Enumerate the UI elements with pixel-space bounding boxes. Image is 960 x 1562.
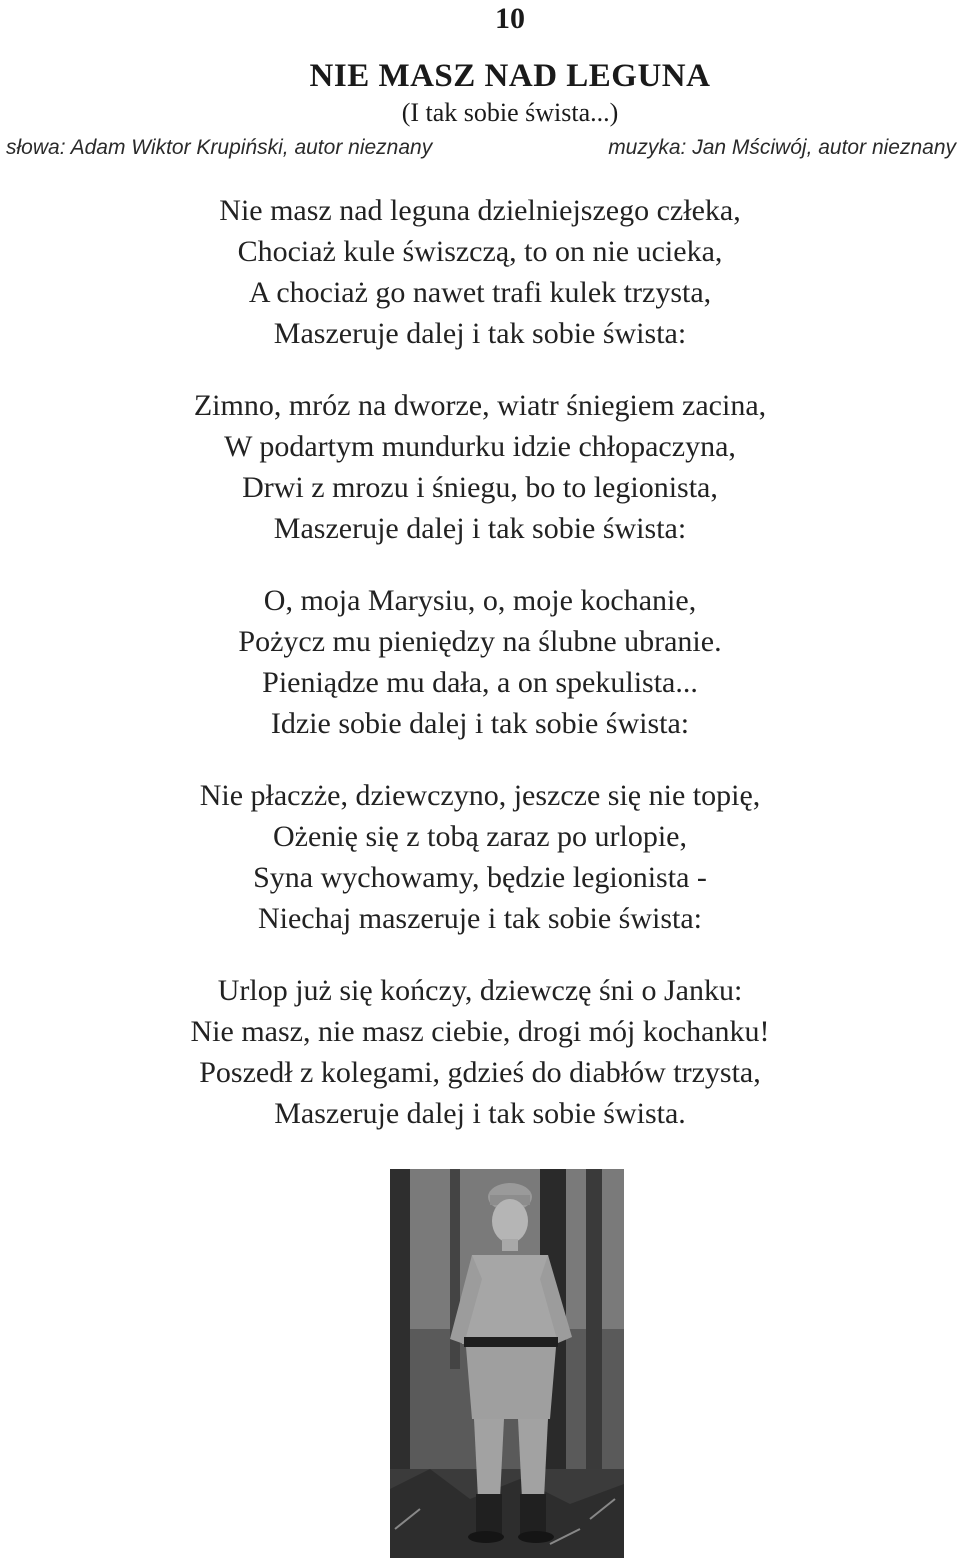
lyric-line: Maszeruje dalej i tak sobie śwista: xyxy=(273,317,687,350)
lyric-line: Maszeruje dalej i tak sobie śwista. xyxy=(274,1097,686,1130)
lyrics-credit: słowa: Adam Wiktor Krupiński, autor nieznany xyxy=(6,136,433,159)
lyric-line: Nie masz nad leguna dzielniejszego człeka, xyxy=(219,194,741,227)
lyric-line: W podartym mundurku idzie chłopaczyna, xyxy=(224,430,736,463)
lyric-line: Poszedł z kolegami, gdzieś do diabłów trzysta, xyxy=(199,1056,761,1089)
lyric-line: Maszeruje dalej i tak sobie śwista: xyxy=(273,512,687,545)
lyric-line: Niechaj maszeruje i tak sobie śwista: xyxy=(257,902,703,935)
song-subtitle: (I tak sobie śwista...) xyxy=(401,98,619,127)
song-title: NIE MASZ NAD LEGUNA xyxy=(309,58,711,94)
stanza xyxy=(0,385,960,549)
lyric-line: Chociaż kule świszczą, to on nie ucieka, xyxy=(237,235,723,268)
lyric-line: Nie masz, nie masz ciebie, drogi mój kochanku! xyxy=(190,1015,770,1048)
soldier-photo-image xyxy=(390,1169,624,1558)
lyric-line: Urlop już się kończy, dziewczę śni o Janku: xyxy=(217,974,743,1007)
music-credit: muzyka: Jan Mściwój, autor nieznany xyxy=(608,136,956,159)
page-number: 10 xyxy=(495,2,525,35)
lyric-line: A chociaż go nawet trafi kulek trzysta, xyxy=(248,276,712,309)
lyric-line: Syna wychowamy, będzie legionista - xyxy=(253,861,707,894)
lyric-line: Ożenię się z tobą zaraz po urlopie, xyxy=(273,820,687,853)
legionnaire-photo xyxy=(390,1169,624,1558)
lyrics xyxy=(0,190,960,1165)
stanza xyxy=(0,775,960,939)
lyric-line: Drwi z mrozu i śniegu, bo to legionista, xyxy=(242,471,718,504)
lyric-line: Pożycz mu pieniędzy na ślubne ubranie. xyxy=(238,625,722,658)
lyric-line: Idzie sobie dalej i tak sobie śwista: xyxy=(270,707,690,740)
stanza xyxy=(0,190,960,354)
lyric-line: O, moja Marysiu, o, moje kochanie, xyxy=(263,584,697,617)
lyric-line: Pieniądze mu dała, a on spekulista... xyxy=(262,666,698,699)
credits xyxy=(0,136,960,166)
lyric-line: Zimno, mróz na dworze, wiatr śniegiem zacina, xyxy=(193,389,767,422)
stanza xyxy=(0,970,960,1134)
lyric-line: Nie płaczże, dziewczyno, jeszcze się nie topię, xyxy=(199,779,761,812)
stanza xyxy=(0,580,960,744)
